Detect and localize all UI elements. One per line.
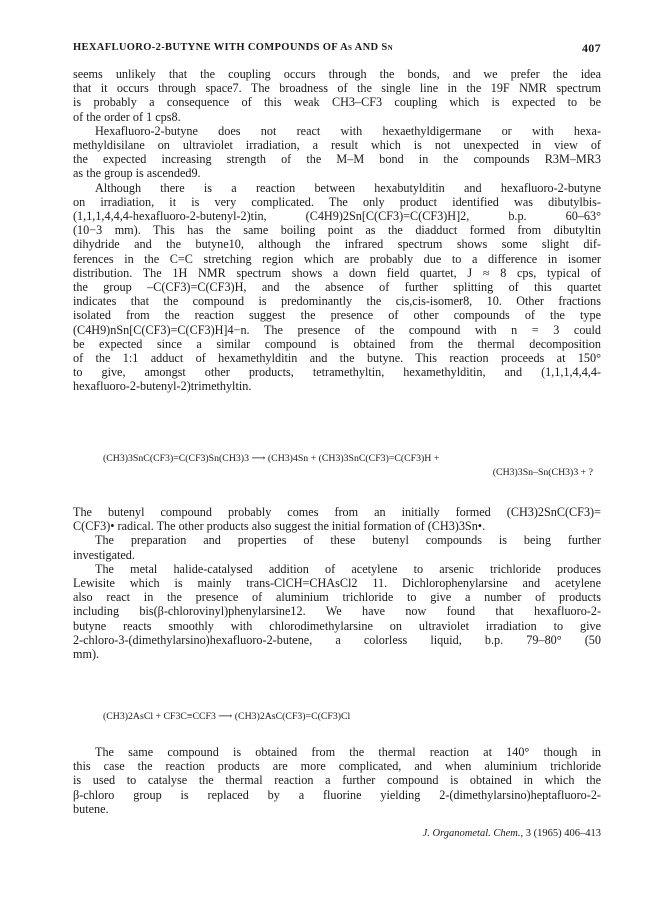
text-line: indicates that the compound is predominantly the cis,cis-isomer8, 10. Other fractions: [73, 294, 601, 309]
page-number: 407: [581, 41, 601, 55]
text-line: The preparation and properties of these butenyl compounds is being further: [95, 533, 601, 548]
equation-row: (CH3)3Sn–Sn(CH3)3 + ?: [492, 467, 593, 478]
paragraph-nmr-coupling: [73, 67, 601, 124]
journal-name: J. Organometal. Chem.: [422, 828, 521, 839]
running-head: [73, 42, 601, 58]
text-line: investigated.: [73, 547, 135, 562]
text-line: Although there is a reaction between hexabutylditin and hexafluoro-2-butyne: [95, 180, 601, 195]
text-line: including bis(β-chlorovinyl)phenylarsine12. We have now found that hexafluoro-2-: [73, 604, 601, 619]
text-line: 2-chloro-3-(dimethylarsino)hexafluoro-2-butene, a colorless liquid, b.p. 79–80° (50: [73, 632, 601, 647]
text-line: β-chloro group is replaced by a fluorine yielding 2-(dimethylarsino)heptafluoro-2-: [73, 787, 601, 802]
text-line: seems unlikely that the coupling occurs through the bonds, and we prefer the idea: [73, 67, 601, 81]
text-line: this case the reaction products are more complicated, and when aluminium trichloride: [73, 759, 601, 774]
article-body-continued: [73, 505, 601, 661]
paragraph-preparation: [73, 533, 601, 561]
running-title: HEXAFLUORO-2-BUTYNE WITH COMPOUNDS OF As AND Sn: [73, 42, 394, 53]
text-line: is used to catalyse the thermal reaction a further compound is obtained in which the: [73, 773, 601, 788]
equation-row: (CH3)3SnC(CF3)=C(CF3)Sn(CH3)3 ⟶ (CH3)4Sn + (CH3)3SnC(CF3)=C(CF3)H +: [103, 453, 440, 464]
text-line: mm).: [73, 647, 100, 662]
text-line: (1,1,1,4,4,4-hexafluoro-2-butenyl-2)tin, (C4H9)2Sn[C(CF3)=C(CF3)H]2, b.p. 60–63°: [73, 209, 601, 224]
text-line: the group –C(CF3)=C(CF3)H, and the absence of further splitting of this quartet: [73, 280, 601, 295]
equation-tin-decomposition: [103, 452, 593, 480]
text-line: The butenyl compound probably comes from an initially formed (CH3)2SnC(CF3)=: [73, 505, 601, 519]
text-line: to give, amongst other products, tetramethyltin, hexamethylditin, and (1,1,1,4,4,4-: [73, 365, 601, 380]
text-line: Hexafluoro-2-butyne does not react with hexaethyldigermane or with hexa-: [95, 123, 601, 138]
text-line: ferences in the C=C stretching region which are probably due to a difference in isomer: [73, 251, 601, 266]
text-line: hexafluoro-2-butenyl-2)trimethyltin.: [73, 379, 252, 394]
article-body: [73, 67, 601, 394]
text-line: distribution. The 1H NMR spectrum shows a down field quartet, J ≈ 8 cps, typical of: [73, 265, 601, 280]
text-line: on irradiation, it is very complicated. The only product identified was dibutylbis-: [73, 194, 601, 209]
paragraph-thermal-reaction: [73, 745, 601, 816]
text-line: be expected since a similar compound is obtained from the thermal decomposition: [73, 336, 601, 351]
text-line: (10−3 mm). This has the same boiling point as the diadduct formed from dibutyltin: [73, 223, 601, 238]
article-body-final: [73, 745, 601, 816]
text-line: butene.: [73, 801, 109, 816]
paragraph-butenyl-radical: [73, 505, 601, 533]
text-line: methyldisilane on ultraviolet irradiation, a result which is not unexpected in view of: [73, 138, 601, 153]
text-line: of the order of 1 cps8.: [73, 109, 181, 124]
paragraph-germane: [73, 124, 601, 181]
journal-citation: [423, 828, 601, 839]
journal-volume-pages: , 3 (1965) 406–413: [520, 828, 601, 839]
text-line: C(CF3)• radical. The other products also suggest the initial formation of (CH3)3Sn•.: [73, 519, 486, 534]
text-line: The same compound is obtained from the thermal reaction at 140° though in: [95, 745, 601, 759]
text-line: that it occurs through space7. The broadness of the single line in the 19F NMR spectrum: [73, 81, 601, 96]
text-line: also react in the presence of aluminium trichloride to give a number of products: [73, 590, 601, 605]
text-line: (C4H9)nSn[C(CF3)=C(CF3)H]4−n. The presence of the compound with n = 3 could: [73, 322, 601, 337]
equation-row: (CH3)2AsCl + CF3C≡CCF3 ⟶ (CH3)2AsC(CF3)=C(CF3)Cl: [103, 711, 351, 722]
text-line: of the 1:1 adduct of hexamethylditin and the butyne. This reaction proceeds at 150°: [73, 351, 601, 366]
text-line: is probably a consequence of this weak CH3–CF3 coupling which is expected to be: [73, 95, 601, 110]
equation-arsine-addition: [103, 710, 350, 724]
paragraph-hexabutylditin: [73, 181, 601, 394]
paragraph-lewisite: [73, 562, 601, 661]
text-line: The metal halide-catalysed addition of acetylene to arsenic trichloride produces: [95, 561, 601, 576]
text-line: the expected increasing strength of the M–M bond in the compounds R3M–MR3: [73, 152, 601, 167]
text-line: isolated from the reaction suggest the presence of other compounds of the type: [73, 308, 601, 323]
text-line: as the group is ascended9.: [73, 166, 201, 181]
text-line: dihydride and the butyne10, although the infrared spectrum shows some slight dif-: [73, 237, 601, 252]
text-line: Lewisite which is mainly trans-ClCH=CHAsCl2 11. Dichlorophenylarsine and acetylene: [73, 576, 601, 591]
text-line: butyne reacts smoothly with chlorodimethylarsine on ultraviolet irradiation to give: [73, 618, 601, 633]
